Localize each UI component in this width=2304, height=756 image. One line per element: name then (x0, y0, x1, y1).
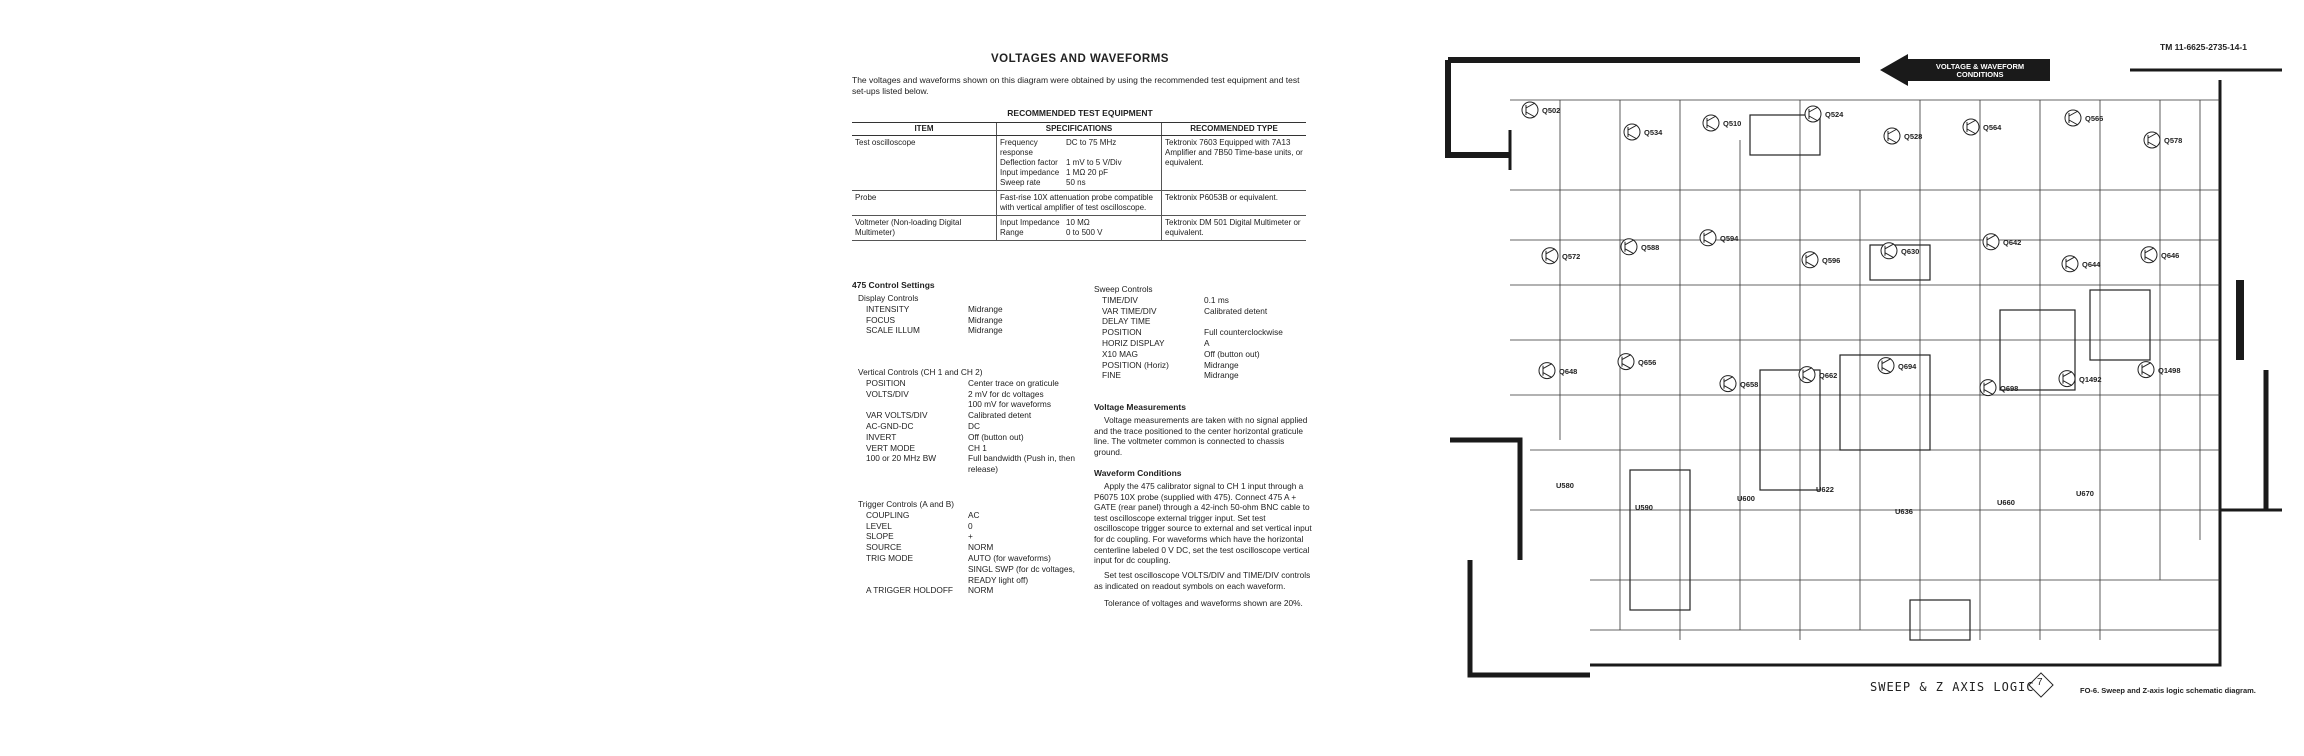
setting-value: AC (968, 509, 980, 520)
setting-value: 0.1 ms (1204, 294, 1229, 305)
component-label: Q648 (1559, 366, 1578, 376)
component-label: Q566 (2085, 114, 2104, 123)
cell-type: Tektronix DM 501 Digital Multimeter or equivalent. (1162, 216, 1307, 241)
table-header-row (852, 123, 1306, 136)
waveform-conditions-p1: Apply the 475 calibrator signal to CH 1 input through a P6075 10X probe (supplied with 475). Connect 475 A + GATE (rear panel) through a 42-inch 50-ohm BNC cable to test oscilloscope external trigger input. Set test oscilloscope trigger source to external and set vertical input for dc coupling. For waveforms which have the horizontal centerline labeled 0 V DC, set the test oscilloscope vertical input for dc coupling. (1094, 481, 1312, 566)
setting-row (858, 521, 1098, 532)
component-label: Q510 (1723, 119, 1742, 128)
setting-row (858, 389, 1098, 400)
transistor-symbol (1542, 248, 1558, 264)
spec-key: Deflection factor (1000, 158, 1058, 167)
setting-row (858, 421, 1098, 432)
setting-row (858, 542, 1098, 553)
setting-row (858, 399, 1098, 410)
schematic-footer-title: SWEEP & Z AXIS LOGIC (1870, 680, 2035, 694)
component-label: Q594 (1720, 233, 1739, 243)
component-label: U580 (1556, 481, 1574, 491)
group-header: Trigger Controls (A and B) (858, 499, 955, 509)
setting-name: SLOPE (866, 531, 894, 542)
setting-value: Off (button out) (1204, 348, 1260, 359)
component-label: Q524 (1825, 110, 1844, 119)
setting-value: Midrange (968, 314, 1003, 325)
setting-value: Full counterclockwise (1204, 327, 1283, 338)
transistor-symbol (1983, 234, 1999, 250)
setting-value: Midrange (1204, 370, 1239, 381)
transistor-symbol (2065, 110, 2081, 126)
waveform-conditions-title: Waveform Conditions (1094, 468, 1182, 478)
component-label: Q630 (1901, 246, 1920, 256)
transistor-symbol (2059, 371, 2075, 387)
component-label: Q502 (1542, 106, 1561, 115)
component-label: Q528 (1904, 132, 1923, 141)
spec-value: DC to 75 MHz (1066, 138, 1117, 147)
sweep-controls-group (1094, 284, 1314, 381)
figure-caption: FO-6. Sweep and Z-axis logic schematic diagram. (2080, 686, 2256, 695)
schematic-wiring (1510, 100, 2220, 640)
setting-row (1094, 349, 1314, 360)
voltage-measurements-text: Voltage measurements are taken with no signal applied and the trace positioned to the center horizontal graticule line. The voltmeter common is connected to chassis ground. (1094, 415, 1308, 457)
setting-name: TIME/DIV (1102, 294, 1138, 305)
setting-value: + (968, 531, 973, 542)
setting-name (858, 399, 968, 410)
waveform-conditions-p3: Tolerance of voltages and waveforms shown are 20%. (1104, 598, 1303, 608)
setting-value: Calibrated detent (1204, 305, 1268, 316)
setting-row (858, 564, 1098, 586)
component-label: Q1492 (2079, 374, 2102, 384)
setting-row (858, 453, 1098, 475)
setting-name: VAR VOLTS/DIV (866, 410, 928, 421)
cell-type: Tektronix 7603 Equipped with 7A13 Amplifier and 7B50 Time-base units, or equivalent. (1162, 136, 1307, 191)
transistor-symbol (2144, 132, 2160, 148)
setting-value: Midrange (1204, 359, 1239, 370)
transistor-symbol (2138, 362, 2154, 378)
transistor-symbol (1805, 106, 1821, 122)
transistor-symbol (1703, 115, 1719, 131)
component-label: Q644 (2082, 259, 2101, 269)
setting-row (858, 410, 1098, 421)
setting-name: TRIG MODE (866, 552, 914, 563)
setting-value: 2 mV for dc voltages (968, 388, 1044, 399)
trigger-controls-group (858, 499, 1098, 596)
setting-name: X10 MAG (1102, 348, 1138, 359)
display-controls-group (858, 293, 1088, 336)
transistor-symbol (1621, 239, 1637, 255)
setting-row (1094, 370, 1314, 381)
setting-value: NORM (968, 542, 994, 553)
setting-name: LEVEL (866, 520, 892, 531)
spec-key: Input Impedance (1000, 218, 1060, 227)
setting-row (858, 378, 1098, 389)
component-label: U590 (1635, 503, 1653, 513)
component-label: Q572 (1562, 251, 1581, 261)
transistor-symbol (1522, 102, 1538, 118)
voltage-measurements-title: Voltage Measurements (1094, 402, 1186, 412)
component-label: Q698 (2000, 383, 2019, 393)
equipment-table (852, 122, 1306, 241)
table-row (852, 216, 1306, 241)
header-item: ITEM (852, 123, 997, 136)
setting-row (1094, 360, 1314, 371)
spec-key: Frequency response (1000, 138, 1038, 157)
setting-name: SCALE ILLUM (866, 325, 920, 336)
setting-name: SOURCE (866, 542, 902, 553)
setting-row (858, 443, 1098, 454)
intro-paragraph: The voltages and waveforms shown on this diagram were obtained by using the recommended test equipment and test set-ups listed below. (852, 75, 1300, 96)
schematic-diagram (1440, 40, 2282, 700)
cell-specs (997, 136, 1162, 191)
setting-name: VERT MODE (866, 442, 916, 453)
setting-name: FINE (1102, 370, 1121, 381)
transistor-symbol (2141, 247, 2157, 263)
setting-row (858, 510, 1098, 521)
setting-row (858, 531, 1098, 542)
document-page (840, 40, 1320, 640)
transistor-symbol (2062, 256, 2078, 272)
setting-name: AC-GND-DC (866, 420, 914, 431)
component-label: Q642 (2003, 237, 2022, 247)
table-row (852, 136, 1306, 191)
setting-name: INTENSITY (866, 303, 910, 314)
transistor-symbol (1963, 119, 1979, 135)
doc-number: TM 11-6625-2735-14-1 (2160, 42, 2247, 52)
setting-row (1094, 338, 1314, 349)
component-label: U622 (1816, 485, 1834, 495)
setting-name: A TRIGGER HOLDOFF (866, 585, 953, 596)
setting-name: DELAY TIME (1102, 316, 1151, 327)
setting-value: NORM (968, 585, 994, 596)
diagram-number: 7 (2037, 677, 2043, 688)
setting-name (858, 564, 968, 586)
component-label: U660 (1997, 498, 2015, 508)
setting-value: 100 mV for waveforms (968, 399, 1051, 410)
transistor-symbol (1700, 230, 1716, 246)
component-label: Q534 (1644, 128, 1663, 137)
setting-value: SINGL SWP (for dc voltages, READY light off) (968, 563, 1075, 585)
setting-value: 0 (968, 520, 973, 531)
setting-row (1094, 327, 1314, 338)
setting-row (1094, 295, 1314, 306)
transistor-symbol (1980, 380, 1996, 396)
spec-value: 10 MΩ (1066, 218, 1090, 227)
transistor-symbol (1618, 354, 1634, 370)
header-specifications: SPECIFICATIONS (997, 123, 1162, 136)
setting-value: Full bandwidth (Push in, then release) (968, 453, 1076, 475)
group-header: Sweep Controls (1094, 284, 1153, 294)
setting-row (858, 304, 1088, 315)
setting-value: CH 1 (968, 442, 987, 453)
spec-key: Sweep rate (1000, 178, 1041, 187)
setting-value: Off (button out) (968, 431, 1024, 442)
component-label: Q596 (1822, 255, 1841, 265)
transistor-symbol (1720, 376, 1736, 392)
vertical-controls-group (858, 367, 1098, 475)
setting-row (1094, 316, 1314, 327)
component-label: U636 (1895, 507, 1913, 517)
component-label: Q662 (1819, 370, 1838, 380)
setting-name: VAR TIME/DIV (1102, 305, 1157, 316)
component-label: Q564 (1983, 123, 2002, 132)
setting-row (858, 315, 1088, 326)
equipment-table-title: RECOMMENDED TEST EQUIPMENT (1007, 108, 1153, 118)
cell-specs: Fast-rise 10X attenuation probe compatible with vertical amplifier of test oscilloscope. (997, 191, 1162, 216)
cell-item: Test oscilloscope (852, 136, 997, 191)
group-header: Vertical Controls (CH 1 and CH 2) (858, 367, 983, 377)
setting-name: VOLTS/DIV (866, 388, 909, 399)
cell-item: Voltmeter (Non-loading Digital Multimeter) (852, 216, 997, 241)
table-row (852, 191, 1306, 216)
setting-row (858, 585, 1098, 596)
component-label: Q646 (2161, 250, 2180, 260)
setting-value: Calibrated detent (968, 410, 1032, 421)
setting-name: HORIZ DISPLAY (1102, 337, 1165, 348)
setting-row (858, 553, 1098, 564)
setting-name: COUPLING (866, 509, 910, 520)
control-settings-title: 475 Control Settings (852, 280, 935, 290)
setting-name: INVERT (866, 431, 897, 442)
component-label: Q588 (1641, 242, 1660, 252)
group-header: Display Controls (858, 293, 919, 303)
component-label: U600 (1737, 494, 1755, 504)
transistor-symbol (1799, 367, 1815, 383)
transistor-symbol (1884, 128, 1900, 144)
cell-item: Probe (852, 191, 997, 216)
spec-key: Range (1000, 228, 1024, 237)
spec-value: 0 to 500 V (1066, 228, 1103, 237)
spec-value: 1 mV to 5 V/Div (1066, 158, 1122, 167)
spec-value: 50 ns (1066, 178, 1086, 187)
setting-value: Midrange (968, 303, 1003, 314)
setting-value: AUTO (for waveforms) (968, 552, 1051, 563)
transistor-symbol (1802, 252, 1818, 268)
setting-row (858, 432, 1098, 443)
cell-specs (997, 216, 1162, 241)
component-label: Q694 (1898, 361, 1917, 371)
setting-value (1204, 316, 1314, 327)
setting-row (858, 325, 1088, 336)
setting-name: FOCUS (866, 314, 896, 325)
component-label: Q658 (1740, 379, 1759, 389)
setting-name: POSITION (1102, 327, 1142, 338)
waveform-conditions-p2: Set test oscilloscope VOLTS/DIV and TIME/DIV controls as indicated on readout symbols on each waveform. (1094, 570, 1311, 591)
setting-value: Midrange (968, 325, 1003, 336)
setting-name: 100 or 20 MHz BW (866, 453, 937, 464)
setting-name: POSITION (866, 377, 906, 388)
banner-text: VOLTAGE & WAVEFORM CONDITIONS (1935, 62, 2025, 79)
transistor-symbol (1539, 363, 1555, 379)
component-label: Q578 (2164, 136, 2183, 145)
transistor-symbol (1881, 243, 1897, 259)
transistor-symbol (1624, 124, 1640, 140)
cell-type: Tektronix P6053B or equivalent. (1162, 191, 1307, 216)
setting-value: Center trace on graticule (968, 377, 1059, 388)
setting-name: POSITION (Horiz) (1102, 359, 1169, 370)
setting-value: DC (968, 420, 980, 431)
setting-value: A (1204, 337, 1210, 348)
component-label: U670 (2076, 489, 2094, 499)
setting-row (1094, 306, 1314, 317)
header-recommended-type: RECOMMENDED TYPE (1162, 123, 1307, 136)
schematic-transistors (1522, 102, 2160, 396)
spec-key: Input impedance (1000, 168, 1060, 177)
transistor-symbol (1878, 358, 1894, 374)
component-label: Q656 (1638, 357, 1657, 367)
spec-value: 1 MΩ 20 pF (1066, 168, 1108, 177)
component-label: Q1498 (2158, 365, 2181, 375)
page-title: VOLTAGES AND WAVEFORMS (991, 53, 1169, 65)
